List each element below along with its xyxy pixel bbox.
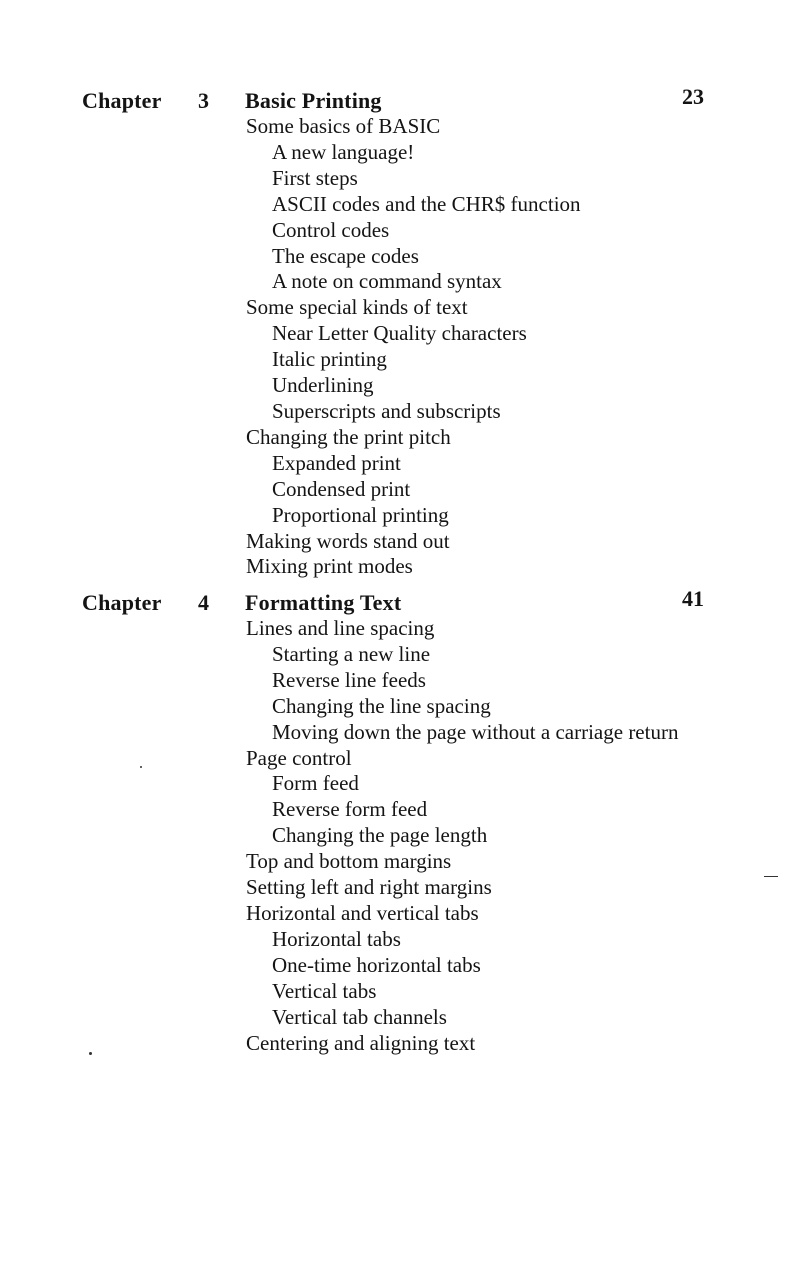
toc-section-entry: Changing the print pitch <box>246 424 451 449</box>
toc-subsection-entry: Vertical tabs <box>272 978 377 1003</box>
chapter-label: Chapter <box>82 590 162 615</box>
chapter-4-entries <box>246 616 716 1056</box>
toc-subsection-entry: Italic printing <box>272 347 387 372</box>
chapter-label: Chapter <box>82 88 162 113</box>
scan-speck <box>764 876 778 877</box>
toc-subsection-entry: Changing the line spacing <box>272 693 491 718</box>
toc-subsection-entry: Form feed <box>272 771 359 796</box>
toc-subsection-entry: Reverse form feed <box>272 797 428 822</box>
toc-section-entry: Lines and line spacing <box>246 616 435 640</box>
chapter-page-number: 23 <box>682 84 704 109</box>
toc-subsection-entry: One-time horizontal tabs <box>272 952 481 977</box>
toc-subsection-entry: Near Letter Quality characters <box>272 321 527 346</box>
toc-subsection-entry: ASCII codes and the CHR$ function <box>272 191 581 216</box>
toc-section-entry: Mixing print modes <box>246 554 413 579</box>
toc-subsection-entry: Changing the page length <box>272 823 488 848</box>
toc-section-entry: Horizontal and vertical tabs <box>246 900 479 925</box>
toc-subsection-entry: A new language! <box>272 139 415 164</box>
toc-subsection-entry: The escape codes <box>272 243 419 268</box>
toc-section-entry: Top and bottom margins <box>246 849 452 874</box>
scan-speck <box>89 1052 92 1055</box>
chapter-number: 3 <box>198 88 209 113</box>
toc-subsection-entry: Moving down the page without a carriage return <box>272 719 679 744</box>
toc-subsection-entry: First steps <box>272 165 358 190</box>
toc-section-entry: Centering and aligning text <box>246 1030 476 1055</box>
chapter-page-number: 41 <box>682 586 704 611</box>
toc-subsection-entry: Horizontal tabs <box>272 926 401 951</box>
chapter-title: Basic Printing <box>245 88 382 113</box>
toc-subsection-entry: Proportional printing <box>272 502 449 527</box>
scan-speck <box>140 766 142 768</box>
chapter-title: Formatting Text <box>245 590 402 615</box>
toc-subsection-entry: Vertical tab channels <box>272 1004 447 1029</box>
toc-subsection-entry: Superscripts and subscripts <box>272 398 501 423</box>
chapter-number: 4 <box>198 590 209 615</box>
toc-subsection-entry: Condensed print <box>272 476 411 501</box>
toc-subsection-entry: Underlining <box>272 373 374 398</box>
toc-subsection-entry: Expanded print <box>272 450 401 475</box>
toc-section-entry: Some special kinds of text <box>246 295 468 320</box>
toc-subsection-entry: Control codes <box>272 217 390 242</box>
toc-section-entry: Page control <box>246 745 352 770</box>
chapter-3-entries <box>246 114 716 580</box>
toc-section-entry: Making words stand out <box>246 528 450 553</box>
toc-subsection-entry: A note on command syntax <box>272 269 502 294</box>
toc-subsection-entry: Reverse line feeds <box>272 667 426 692</box>
toc-subsection-entry: Starting a new line <box>272 641 431 666</box>
toc-section-entry: Setting left and right margins <box>246 875 492 900</box>
toc-section-entry: Some basics of BASIC <box>246 114 441 138</box>
